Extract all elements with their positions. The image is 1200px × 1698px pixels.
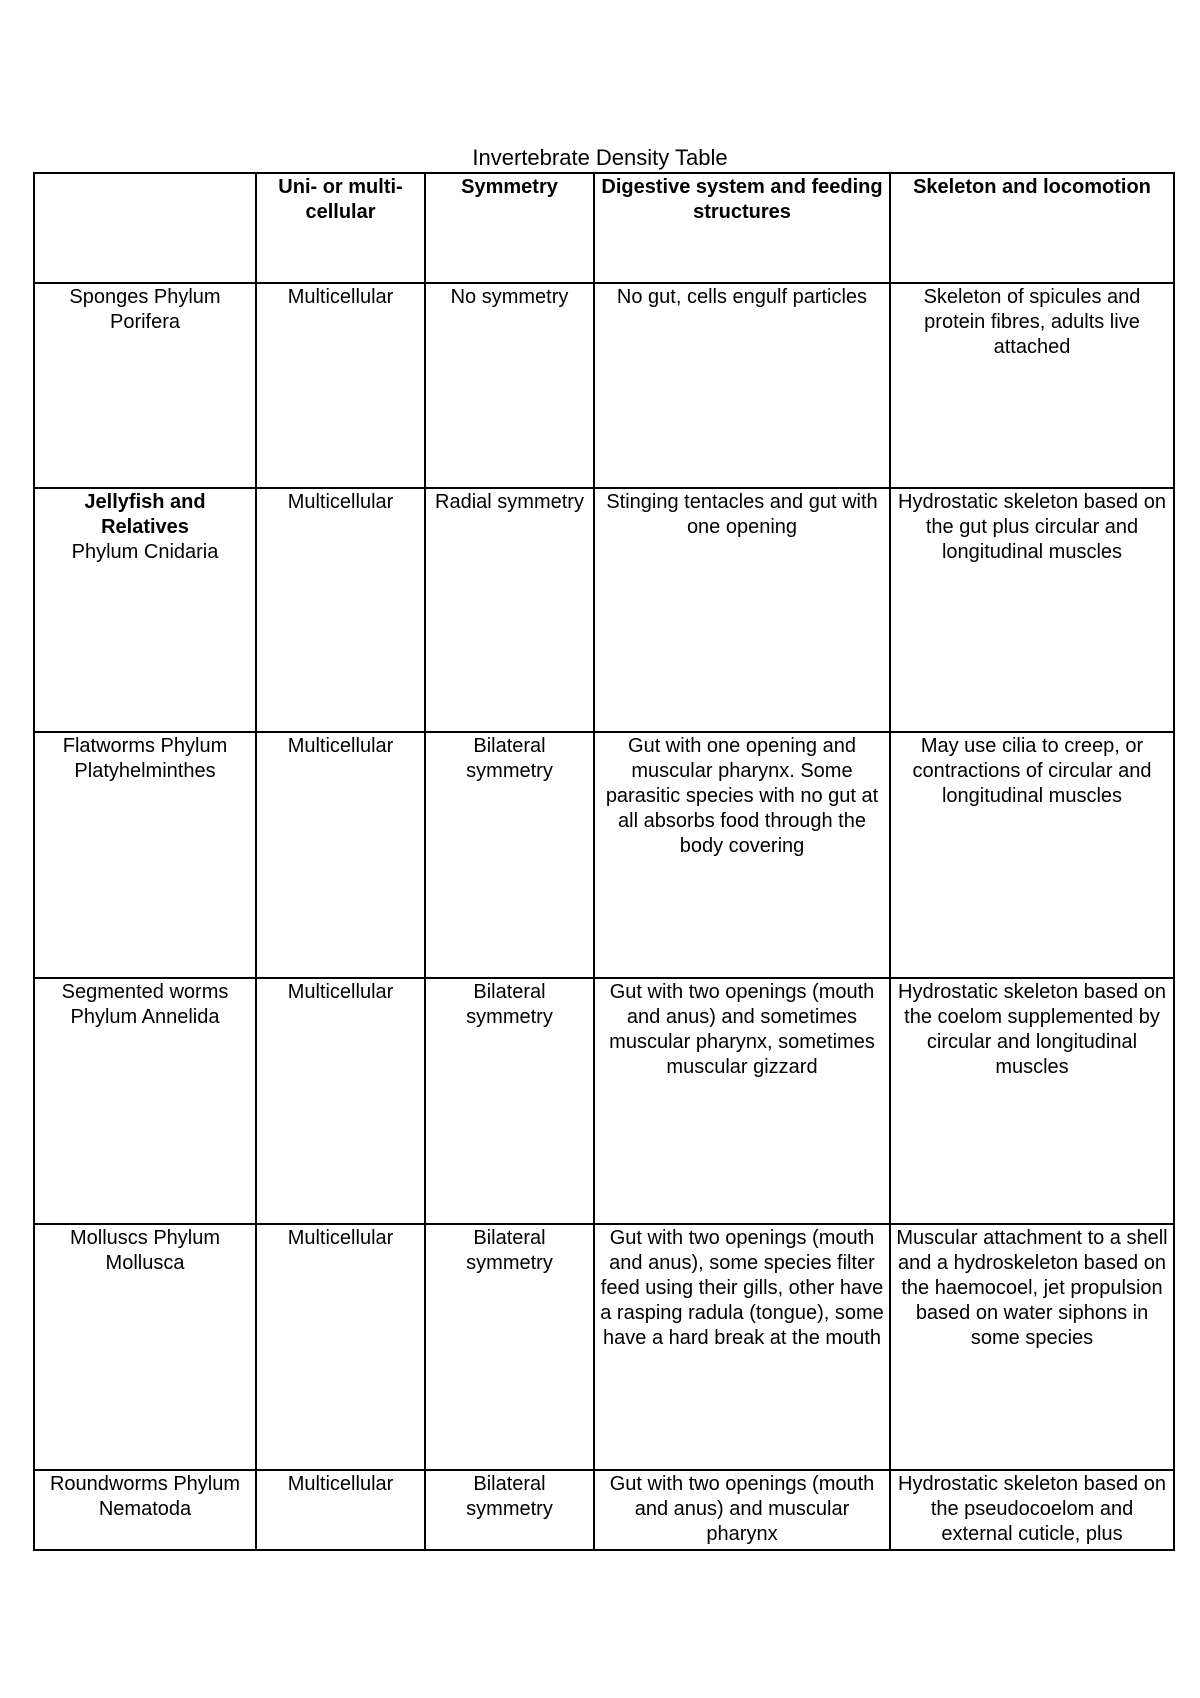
cell-symmetry: No symmetry (425, 283, 594, 488)
row-label-roundworms (34, 1470, 256, 1550)
row-label-text: Sponges Phylum Porifera (69, 286, 221, 333)
cell-skeleton: Skeleton of spicules and protein fibres, adults live attached (890, 283, 1174, 488)
column-header (34, 173, 256, 283)
cell-skeleton: Hydrostatic skeleton based on the pseudocoelom and external cuticle, plus (890, 1470, 1174, 1550)
table-row (34, 1470, 1174, 1550)
cell-skeleton: Hydrostatic skeleton based on the gut plus circular and longitudinal muscles (890, 488, 1174, 732)
cell-symmetry: Bilateral symmetry (425, 978, 594, 1224)
table-row (34, 732, 1174, 978)
column-header-skeleton: Skeleton and locomotion (890, 173, 1174, 283)
row-label-text: Flatworms Phylum Platyhelminthes (62, 735, 228, 782)
page-title: Invertebrate Density Table (472, 145, 728, 170)
cell-cellular: Multicellular (256, 1470, 425, 1550)
cell-symmetry: Bilateral symmetry (425, 732, 594, 978)
column-header-symmetry: Symmetry (425, 173, 594, 283)
row-label-bold-text: Jellyfish and Relatives (84, 491, 206, 538)
table-row (34, 283, 1174, 488)
cell-cellular: Multicellular (256, 283, 425, 488)
cell-digestive: No gut, cells engulf particles (594, 283, 890, 488)
column-header-cellular: Uni- or multi-cellular (256, 173, 425, 283)
cell-cellular: Multicellular (256, 488, 425, 732)
row-label-sponges (34, 283, 256, 488)
cell-symmetry: Bilateral symmetry (425, 1224, 594, 1470)
table-header-row (34, 173, 1174, 283)
cell-digestive: Gut with two openings (mouth and anus) and sometimes muscular pharynx, sometimes muscular gizzard (594, 978, 890, 1224)
row-label-flatworms (34, 732, 256, 978)
cell-digestive: Stinging tentacles and gut with one opening (594, 488, 890, 732)
cell-skeleton: Hydrostatic skeleton based on the coelom supplemented by circular and longitudinal muscles (890, 978, 1174, 1224)
row-label-jellyfish (34, 488, 256, 732)
cell-symmetry: Bilateral symmetry (425, 1470, 594, 1550)
column-header-digestive: Digestive system and feeding structures (594, 173, 890, 283)
table-row (34, 978, 1174, 1224)
table-row (34, 1224, 1174, 1470)
table-row (34, 488, 1174, 732)
row-label-text: Roundworms Phylum Nematoda (49, 1473, 241, 1520)
cell-skeleton: Muscular attachment to a shell and a hydroskeleton based on the haemocoel, jet propulsion based on water siphons in some species (890, 1224, 1174, 1470)
cell-digestive: Gut with two openings (mouth and anus) and muscular pharynx (594, 1470, 890, 1550)
row-label-segmented-worms (34, 978, 256, 1224)
row-label-molluscs (34, 1224, 256, 1470)
cell-symmetry: Radial symmetry (425, 488, 594, 732)
row-label-text: Molluscs Phylum Mollusca (69, 1227, 221, 1274)
row-label-text: Phylum Cnidaria (71, 541, 219, 563)
cell-cellular: Multicellular (256, 732, 425, 978)
row-label-text: Segmented worms Phylum Annelida (61, 981, 229, 1028)
cell-cellular: Multicellular (256, 1224, 425, 1470)
cell-cellular: Multicellular (256, 978, 425, 1224)
cell-digestive: Gut with two openings (mouth and anus), some species filter feed using their gills, other have a rasping radula (tongue), some have a hard break at the mouth (594, 1224, 890, 1470)
cell-digestive: Gut with one opening and muscular pharynx. Some parasitic species with no gut at all absorbs food through the body covering (594, 732, 890, 978)
cell-skeleton: May use cilia to creep, or contractions of circular and longitudinal muscles (890, 732, 1174, 978)
invertebrate-density-table (33, 172, 1175, 1551)
